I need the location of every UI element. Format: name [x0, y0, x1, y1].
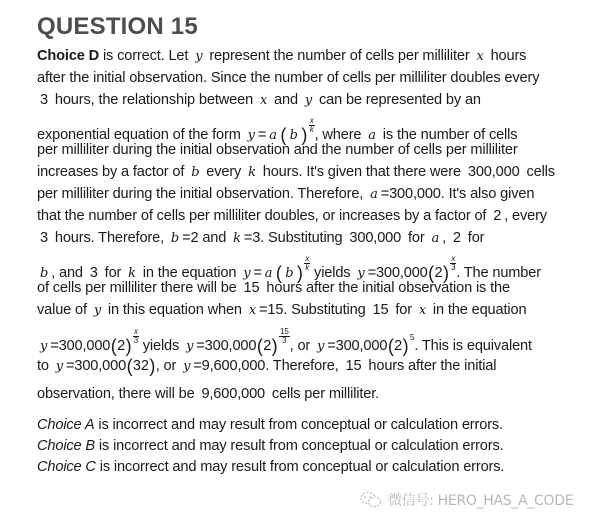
equation-general-form: y = a ( b ) $\frac{x}{k}$	[243, 254, 310, 283]
explanation-line: per milliliter during the initial observation and the number of cells per milliliter	[37, 142, 518, 158]
equation-power-5: y =300,000(2) $^5$	[317, 333, 415, 356]
explanation-line: exponential equation of the form y = a ( b ) $\frac{x}{k}$ , where a is the number of cells	[37, 116, 518, 145]
equation-specific: y =300,000(2) $\frac{x}{3}$	[40, 327, 139, 356]
explanation-paragraph	[37, 45, 597, 405]
equation-substituted: y =300,000(2) $\frac{15}{3}$	[186, 327, 289, 356]
equation-32: y =300,000(32)	[55, 356, 156, 376]
explanation-line: of cells per milliliter there will be 15 hours after the initial observation is the	[37, 280, 510, 296]
explanation-line: Choice D is correct. Let y represent the number of cells per milliliter x hours	[37, 48, 527, 64]
explanation-line: 3 hours. Therefore, b =2 and k =3. Substituting 300,000 for a , 2 for	[40, 230, 485, 246]
choice-b-explanation: Choice B is incorrect and may result from conceptual or calculation errors.	[37, 438, 504, 454]
choice-c-explanation: Choice C is incorrect and may result from conceptual or calculation errors.	[37, 459, 505, 475]
wechat-icon	[360, 491, 382, 509]
choice-a-explanation: Choice A is incorrect and may result from conceptual or calculation errors.	[37, 417, 503, 433]
explanation-line: value of y in this equation when x =15. Substituting 15 for x in the equation	[37, 302, 527, 318]
watermark-text: 微信号: HERO_HAS_A_CODE	[388, 493, 574, 509]
explanation-line: observation, there will be 9,600,000 cells per milliliter.	[37, 386, 380, 402]
correct-choice-label: Choice D	[37, 48, 100, 64]
explanation-line: that the number of cells per milliliter doubles, or increases by a factor of 2 , every	[37, 208, 547, 224]
explanation-line: y =300,000(2) $\frac{x}{3}$ yields y =300,000(2) $\frac{15}{3}$ , or y =300,000(2) $^5$. This is equivalent	[37, 321, 597, 349]
explanation-line: increases by a factor of b every k hours. It's given that there were 300,000 cells	[37, 164, 555, 180]
incorrect-choices-list	[37, 415, 504, 478]
explanation-line: after the initial observation. Since the number of cells per milliliter doubles every	[37, 70, 540, 86]
explanation-line: b , and 3 for k in the equation y = a ( b ) $\frac{x}{k}$ yields y =300,000(2) $\frac{x}{3}$ . The number	[40, 254, 541, 283]
watermark	[360, 490, 573, 510]
explanation-line: to y =300,000(32), or y =9,600,000. Therefore, 15 hours after the initial	[37, 356, 497, 376]
equation-general-form: y = a ( b ) $\frac{x}{k}$	[247, 116, 314, 145]
explanation-line: 3 hours, the relationship between x and y can be represented by an	[40, 92, 481, 108]
equation-result: y =9,600,000	[183, 358, 266, 374]
explanation-line: per milliliter during the initial observation. Therefore, a =300,000. It's also given	[37, 186, 535, 202]
question-title: QUESTION 15	[37, 13, 198, 40]
equation-specific: y =300,000(2) $\frac{x}{3}$	[357, 254, 456, 283]
equation-a: a =300,000	[370, 186, 441, 202]
